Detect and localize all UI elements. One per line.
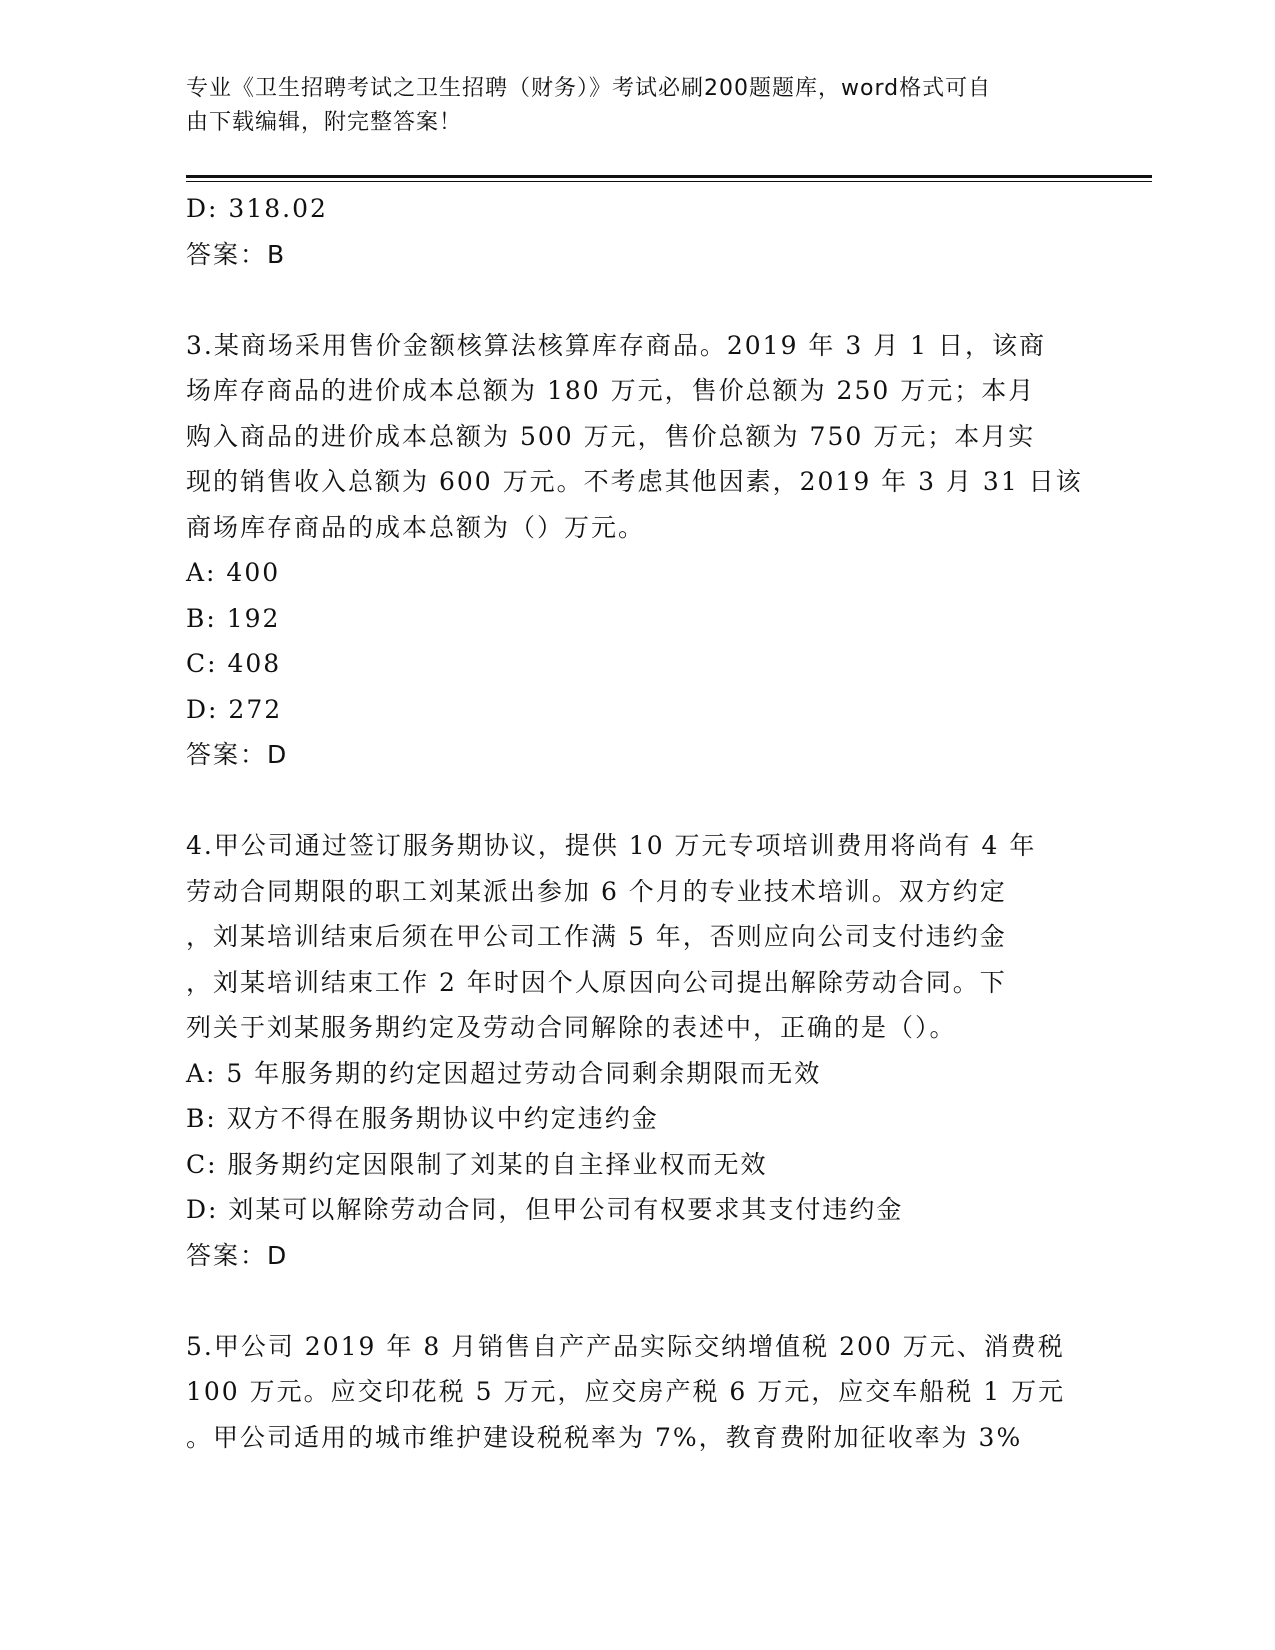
q5-stem-line: 100 万元。应交印花税 5 万元，应交房产税 6 万元，应交车船税 1 万元	[186, 1377, 1066, 1406]
q4-stem-line: 4.甲公司通过签订服务期协议，提供 10 万元专项培训费用将尚有 4 年	[186, 831, 1037, 860]
question-4	[186, 823, 1086, 1278]
header-divider-thick	[186, 175, 1152, 178]
q3-option-d: D: 272	[186, 694, 283, 724]
header-line-2: 由下载编辑，附完整答案！	[186, 110, 463, 135]
q5-stem-line: 5.甲公司 2019 年 8 月销售自产产品实际交纳增值税 200 万元、消费税	[186, 1331, 1065, 1361]
q3-stem-line: 场库存商品的进价成本总额为 180 万元，售价总额为 250 万元；本月	[186, 376, 1036, 405]
header-line-1: 专业《卫生招聘考试之卫生招聘（财务）》考试必刷200题题库，word格式可自	[186, 76, 992, 101]
q4-option-d: D: 刘某可以解除劳动合同，但甲公司有权要求其支付违约金	[186, 1195, 904, 1224]
q4-answer: 答案：D	[186, 1240, 289, 1270]
q2-option-d: D: 318.02	[186, 194, 328, 223]
q2-answer: 答案：B	[186, 239, 287, 269]
q4-option-a: A: 5 年服务期的约定因超过劳动合同剩余期限而无效	[186, 1058, 822, 1088]
q3-option-a: A: 400	[186, 558, 281, 587]
q5-stem-line: 。甲公司适用的城市维护建设税税率为 7%，教育费附加征收率为 3%	[186, 1422, 1023, 1452]
q3-stem-line: 购入商品的进价成本总额为 500 万元，售价总额为 750 万元；本月实	[186, 421, 1036, 451]
spacer	[186, 1278, 1086, 1324]
question-body	[186, 186, 1086, 1460]
header-divider-thin	[186, 181, 1152, 182]
spacer	[186, 778, 1086, 824]
q3-option-b: B: 192	[186, 603, 281, 633]
spacer	[186, 277, 1086, 323]
question-5	[186, 1324, 1086, 1461]
q4-option-c: C: 服务期约定因限制了刘某的自主择业权而无效	[186, 1149, 768, 1179]
q3-stem-line: 3.某商场采用售价金额核算法核算库存商品。2019 年 3 月 1 日，该商	[186, 330, 1047, 360]
q3-stem-line: 现的销售收入总额为 600 万元。不考虑其他因素，2019 年 3 月 31 日该	[186, 467, 1083, 496]
question-3	[186, 323, 1086, 778]
q4-stem-line: 劳动合同期限的职工刘某派出参加 6 个月的专业技术培训。双方约定	[186, 876, 1007, 906]
page-header	[186, 72, 1066, 140]
q3-stem-line: 商场库存商品的成本总额为（）万元。	[186, 512, 646, 542]
q3-answer: 答案：D	[186, 740, 289, 769]
q4-stem-line: 列关于刘某服务期约定及劳动合同解除的表述中，正确的是（）。	[186, 1013, 957, 1042]
q3-option-c: C: 408	[186, 649, 282, 678]
q4-stem-line: ，刘某培训结束工作 2 年时因个人原因向公司提出解除劳动合同。下	[186, 967, 1007, 997]
q4-stem-line: ，刘某培训结束后须在甲公司工作满 5 年，否则应向公司支付违约金	[186, 922, 1007, 951]
q4-option-b: B: 双方不得在服务期协议中约定违约金	[186, 1104, 659, 1133]
